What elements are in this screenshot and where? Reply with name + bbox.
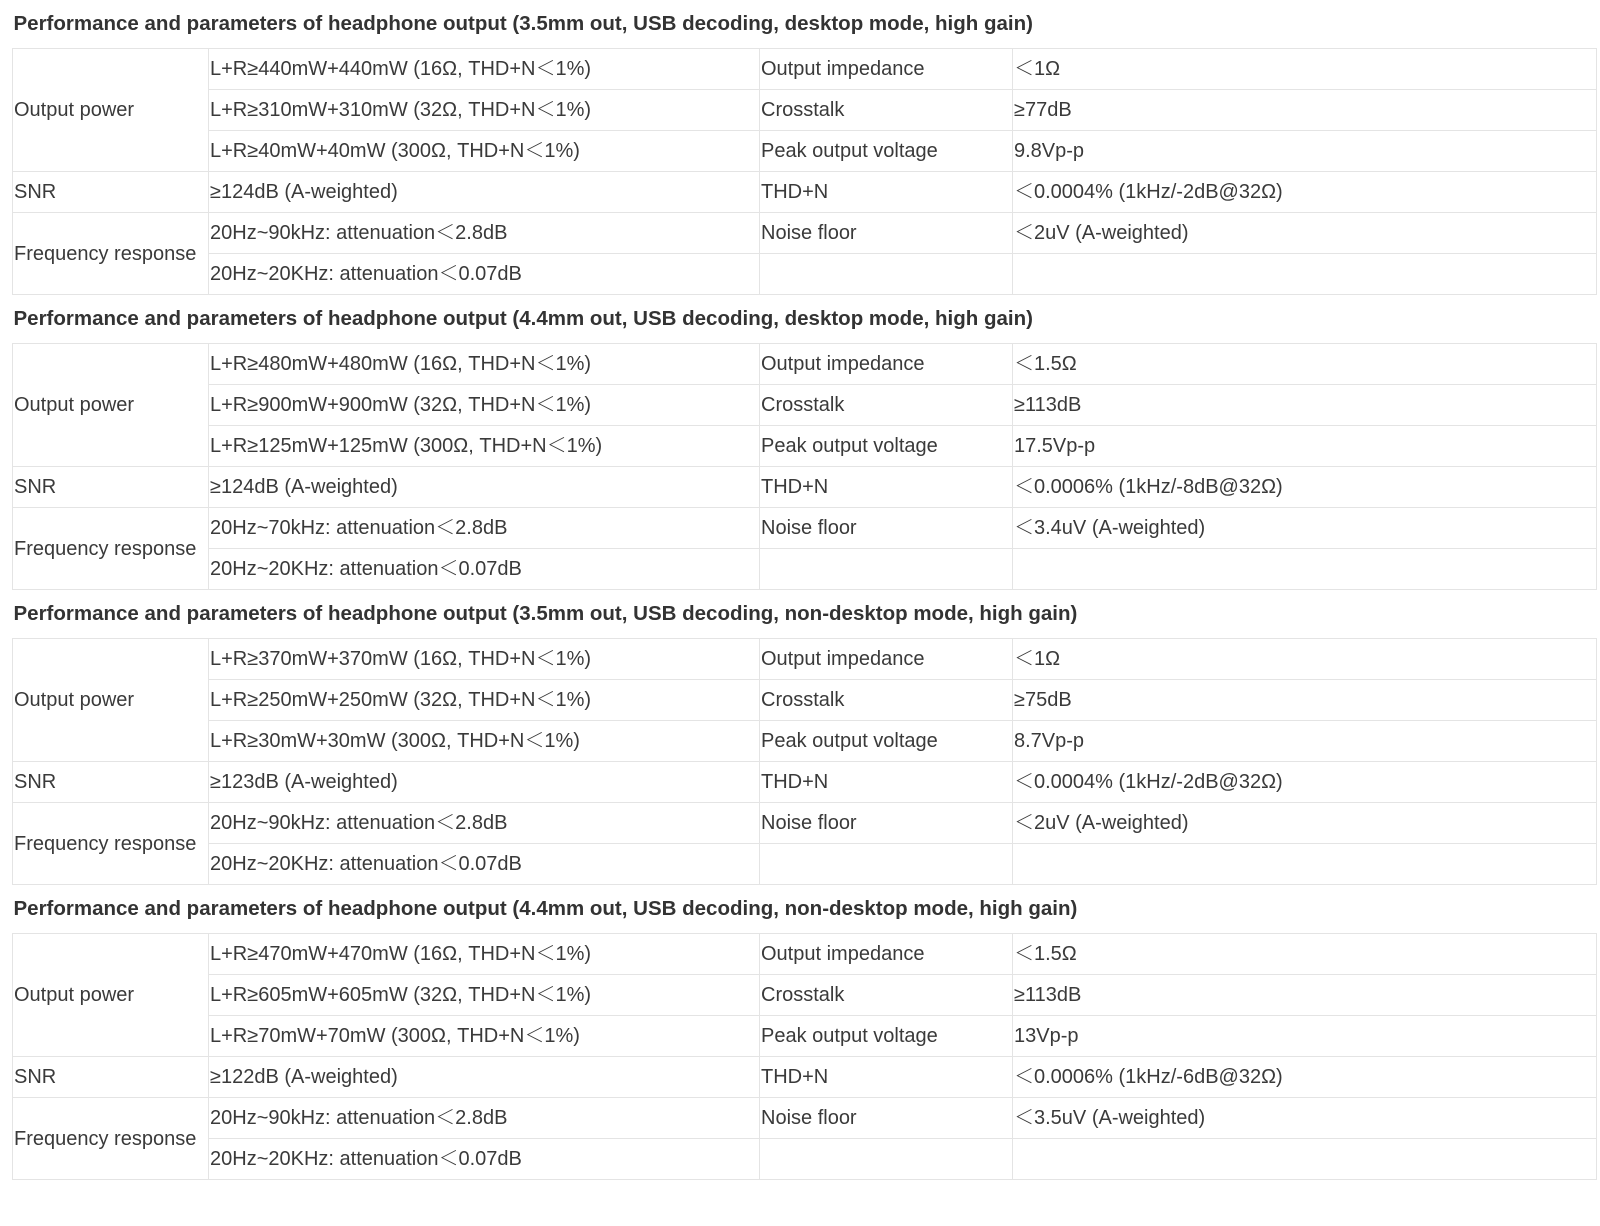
crosstalk-label: Crosstalk bbox=[760, 975, 1013, 1016]
snr-value: ≥123dB (A-weighted) bbox=[209, 762, 760, 803]
output-impedance-value: ＜1Ω bbox=[1013, 639, 1597, 680]
thd-value: ＜0.0006% (1kHz/-8dB@32Ω) bbox=[1013, 467, 1597, 508]
spec-row bbox=[13, 639, 1597, 680]
thd-label: THD+N bbox=[760, 467, 1013, 508]
peak-voltage-label: Peak output voltage bbox=[760, 721, 1013, 762]
section-title: Performance and parameters of headphone output (3.5mm out, USB decoding, non-desktop mode, high gain) bbox=[13, 590, 1597, 639]
snr-label: SNR bbox=[13, 762, 209, 803]
crosstalk-label: Crosstalk bbox=[760, 680, 1013, 721]
spec-row bbox=[13, 426, 1597, 467]
empty-cell bbox=[1013, 254, 1597, 295]
spec-row bbox=[13, 1139, 1597, 1180]
crosstalk-label: Crosstalk bbox=[760, 385, 1013, 426]
section-header bbox=[13, 295, 1597, 344]
frequency-response-value: 20Hz~20KHz: attenuation＜0.07dB bbox=[209, 254, 760, 295]
output-power-label: Output power bbox=[13, 639, 209, 762]
spec-table bbox=[12, 0, 1597, 1180]
frequency-response-value: 20Hz~90kHz: attenuation＜2.8dB bbox=[209, 213, 760, 254]
frequency-response-label: Frequency response bbox=[13, 213, 209, 295]
spec-row bbox=[13, 467, 1597, 508]
peak-voltage-label: Peak output voltage bbox=[760, 1016, 1013, 1057]
section-header bbox=[13, 885, 1597, 934]
empty-cell bbox=[760, 844, 1013, 885]
empty-cell bbox=[1013, 1139, 1597, 1180]
spec-row bbox=[13, 90, 1597, 131]
spec-row bbox=[13, 975, 1597, 1016]
section-header bbox=[13, 590, 1597, 639]
snr-value: ≥122dB (A-weighted) bbox=[209, 1057, 760, 1098]
spec-row bbox=[13, 1057, 1597, 1098]
empty-cell bbox=[760, 254, 1013, 295]
peak-voltage-label: Peak output voltage bbox=[760, 426, 1013, 467]
output-power-value: L+R≥310mW+310mW (32Ω, THD+N＜1%) bbox=[209, 90, 760, 131]
frequency-response-value: 20Hz~20KHz: attenuation＜0.07dB bbox=[209, 549, 760, 590]
output-power-value: L+R≥370mW+370mW (16Ω, THD+N＜1%) bbox=[209, 639, 760, 680]
snr-label: SNR bbox=[13, 467, 209, 508]
frequency-response-label: Frequency response bbox=[13, 1098, 209, 1180]
output-power-value: L+R≥250mW+250mW (32Ω, THD+N＜1%) bbox=[209, 680, 760, 721]
output-power-value: L+R≥440mW+440mW (16Ω, THD+N＜1%) bbox=[209, 49, 760, 90]
snr-value: ≥124dB (A-weighted) bbox=[209, 467, 760, 508]
spec-row bbox=[13, 49, 1597, 90]
thd-label: THD+N bbox=[760, 762, 1013, 803]
output-power-value: L+R≥30mW+30mW (300Ω, THD+N＜1%) bbox=[209, 721, 760, 762]
output-power-value: L+R≥605mW+605mW (32Ω, THD+N＜1%) bbox=[209, 975, 760, 1016]
noise-floor-value: ＜3.4uV (A-weighted) bbox=[1013, 508, 1597, 549]
snr-label: SNR bbox=[13, 172, 209, 213]
peak-voltage-value: 13Vp-p bbox=[1013, 1016, 1597, 1057]
output-impedance-label: Output impedance bbox=[760, 934, 1013, 975]
frequency-response-value: 20Hz~20KHz: attenuation＜0.07dB bbox=[209, 844, 760, 885]
frequency-response-value: 20Hz~70kHz: attenuation＜2.8dB bbox=[209, 508, 760, 549]
section-title: Performance and parameters of headphone output (4.4mm out, USB decoding, non-desktop mode, high gain) bbox=[13, 885, 1597, 934]
output-power-value: L+R≥40mW+40mW (300Ω, THD+N＜1%) bbox=[209, 131, 760, 172]
thd-label: THD+N bbox=[760, 172, 1013, 213]
spec-row bbox=[13, 344, 1597, 385]
spec-row bbox=[13, 508, 1597, 549]
output-impedance-value: ＜1Ω bbox=[1013, 49, 1597, 90]
frequency-response-value: 20Hz~90kHz: attenuation＜2.8dB bbox=[209, 1098, 760, 1139]
output-impedance-label: Output impedance bbox=[760, 49, 1013, 90]
output-power-value: L+R≥900mW+900mW (32Ω, THD+N＜1%) bbox=[209, 385, 760, 426]
noise-floor-label: Noise floor bbox=[760, 803, 1013, 844]
output-impedance-value: ＜1.5Ω bbox=[1013, 344, 1597, 385]
spec-row bbox=[13, 172, 1597, 213]
output-impedance-label: Output impedance bbox=[760, 344, 1013, 385]
thd-value: ＜0.0006% (1kHz/-6dB@32Ω) bbox=[1013, 1057, 1597, 1098]
empty-cell bbox=[1013, 844, 1597, 885]
noise-floor-value: ＜2uV (A-weighted) bbox=[1013, 213, 1597, 254]
thd-value: ＜0.0004% (1kHz/-2dB@32Ω) bbox=[1013, 172, 1597, 213]
output-power-value: L+R≥480mW+480mW (16Ω, THD+N＜1%) bbox=[209, 344, 760, 385]
output-power-value: L+R≥125mW+125mW (300Ω, THD+N＜1%) bbox=[209, 426, 760, 467]
empty-cell bbox=[760, 1139, 1013, 1180]
noise-floor-value: ＜2uV (A-weighted) bbox=[1013, 803, 1597, 844]
spec-row bbox=[13, 385, 1597, 426]
output-power-label: Output power bbox=[13, 49, 209, 172]
output-power-value: L+R≥470mW+470mW (16Ω, THD+N＜1%) bbox=[209, 934, 760, 975]
section-title: Performance and parameters of headphone output (4.4mm out, USB decoding, desktop mode, high gain) bbox=[13, 295, 1597, 344]
peak-voltage-value: 17.5Vp-p bbox=[1013, 426, 1597, 467]
output-power-label: Output power bbox=[13, 934, 209, 1057]
spec-row bbox=[13, 131, 1597, 172]
empty-cell bbox=[1013, 549, 1597, 590]
spec-row bbox=[13, 721, 1597, 762]
noise-floor-label: Noise floor bbox=[760, 213, 1013, 254]
noise-floor-value: ＜3.5uV (A-weighted) bbox=[1013, 1098, 1597, 1139]
section-title: Performance and parameters of headphone output (3.5mm out, USB decoding, desktop mode, high gain) bbox=[13, 0, 1597, 49]
frequency-response-value: 20Hz~20KHz: attenuation＜0.07dB bbox=[209, 1139, 760, 1180]
spec-row bbox=[13, 934, 1597, 975]
output-impedance-label: Output impedance bbox=[760, 639, 1013, 680]
spec-row bbox=[13, 762, 1597, 803]
crosstalk-value: ≥113dB bbox=[1013, 975, 1597, 1016]
spec-row bbox=[13, 1098, 1597, 1139]
crosstalk-value: ≥77dB bbox=[1013, 90, 1597, 131]
snr-value: ≥124dB (A-weighted) bbox=[209, 172, 760, 213]
noise-floor-label: Noise floor bbox=[760, 1098, 1013, 1139]
output-power-value: L+R≥70mW+70mW (300Ω, THD+N＜1%) bbox=[209, 1016, 760, 1057]
spec-row bbox=[13, 549, 1597, 590]
frequency-response-label: Frequency response bbox=[13, 508, 209, 590]
noise-floor-label: Noise floor bbox=[760, 508, 1013, 549]
empty-cell bbox=[760, 549, 1013, 590]
snr-label: SNR bbox=[13, 1057, 209, 1098]
spec-row bbox=[13, 254, 1597, 295]
spec-row bbox=[13, 680, 1597, 721]
thd-label: THD+N bbox=[760, 1057, 1013, 1098]
frequency-response-value: 20Hz~90kHz: attenuation＜2.8dB bbox=[209, 803, 760, 844]
crosstalk-label: Crosstalk bbox=[760, 90, 1013, 131]
crosstalk-value: ≥113dB bbox=[1013, 385, 1597, 426]
peak-voltage-value: 8.7Vp-p bbox=[1013, 721, 1597, 762]
peak-voltage-label: Peak output voltage bbox=[760, 131, 1013, 172]
spec-row bbox=[13, 844, 1597, 885]
spec-row bbox=[13, 213, 1597, 254]
frequency-response-label: Frequency response bbox=[13, 803, 209, 885]
thd-value: ＜0.0004% (1kHz/-2dB@32Ω) bbox=[1013, 762, 1597, 803]
output-power-label: Output power bbox=[13, 344, 209, 467]
spec-row bbox=[13, 803, 1597, 844]
crosstalk-value: ≥75dB bbox=[1013, 680, 1597, 721]
section-header bbox=[13, 0, 1597, 49]
output-impedance-value: ＜1.5Ω bbox=[1013, 934, 1597, 975]
spec-row bbox=[13, 1016, 1597, 1057]
peak-voltage-value: 9.8Vp-p bbox=[1013, 131, 1597, 172]
